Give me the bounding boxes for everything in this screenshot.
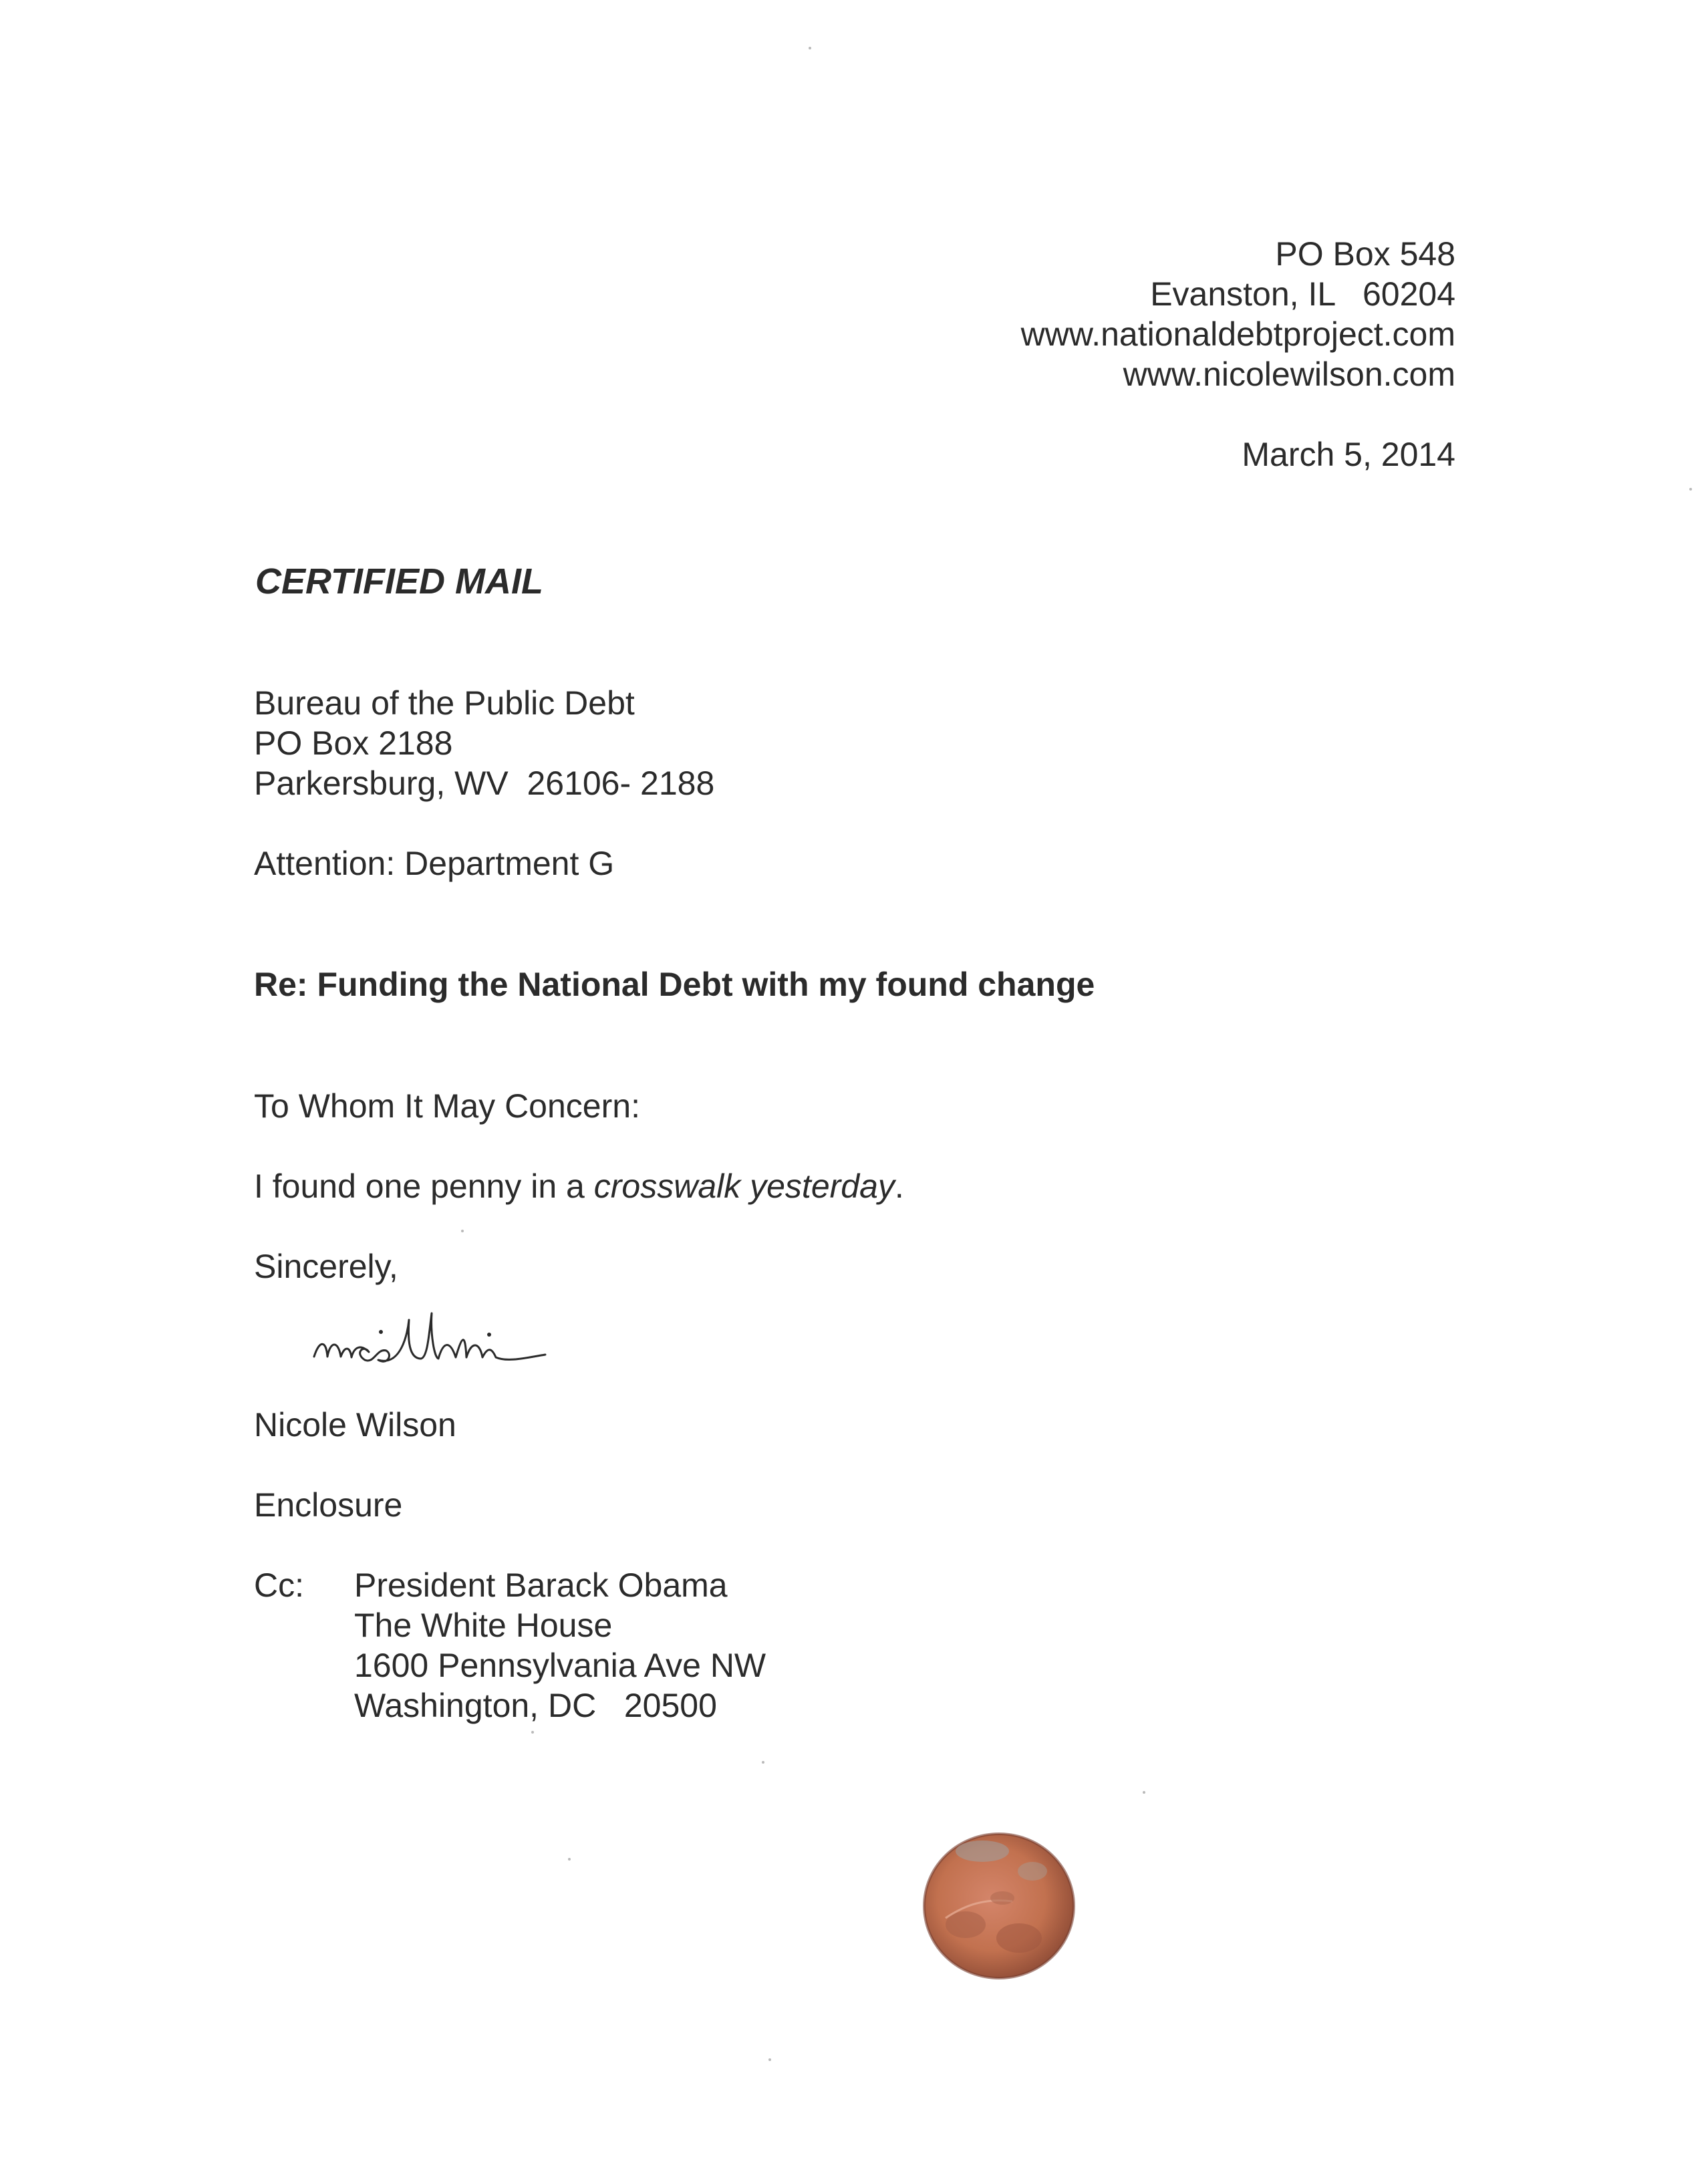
scan-speck xyxy=(568,1858,571,1861)
penny-image xyxy=(919,1824,1079,1985)
website-link: www.nationaldebtproject.com xyxy=(1020,315,1455,353)
recipient-address xyxy=(254,683,714,803)
signer-name: Nicole Wilson xyxy=(254,1406,456,1444)
cc-line: The White House xyxy=(354,1607,613,1644)
return-address-line: PO Box 548 xyxy=(1275,235,1455,273)
recipient-line: PO Box 2188 xyxy=(254,724,453,762)
return-address xyxy=(1021,234,1455,394)
scan-speck xyxy=(762,1761,764,1764)
scan-speck xyxy=(1143,1791,1145,1794)
scan-speck xyxy=(461,1230,464,1232)
subject-line: Re: Funding the National Debt with my found change xyxy=(254,966,1095,1003)
cc-line: 1600 Pennsylvania Ave NW xyxy=(354,1647,766,1684)
scan-speck xyxy=(809,47,811,49)
scan-speck xyxy=(768,2058,771,2061)
salutation: To Whom It May Concern: xyxy=(254,1087,640,1125)
scan-speck xyxy=(531,1731,534,1734)
website-link: www.nicolewilson.com xyxy=(1123,356,1455,393)
enclosure-note: Enclosure xyxy=(254,1486,403,1524)
scan-speck xyxy=(1689,488,1692,491)
body-text-italic: crosswalk yesterday xyxy=(593,1168,895,1205)
cc-line: Washington, DC 20500 xyxy=(354,1687,717,1724)
return-address-line: Evanston, IL 60204 xyxy=(1150,275,1455,313)
letter-date: March 5, 2014 xyxy=(1242,436,1455,473)
closing: Sincerely, xyxy=(254,1248,398,1285)
letter-body xyxy=(254,1166,904,1206)
recipient-line: Bureau of the Public Debt xyxy=(254,684,635,722)
recipient-line: Parkersburg, WV 26106- 2188 xyxy=(254,765,715,802)
cc-label: Cc: xyxy=(254,1566,304,1604)
body-text: I found one penny in a xyxy=(254,1168,594,1205)
signature-image xyxy=(307,1293,628,1380)
attention-line: Attention: Department G xyxy=(254,845,615,882)
cc-recipient xyxy=(354,1565,766,1726)
body-text: . xyxy=(894,1168,904,1205)
certified-mail-heading: CERTIFIED MAIL xyxy=(255,561,543,601)
cc-line: President Barack Obama xyxy=(354,1566,728,1604)
